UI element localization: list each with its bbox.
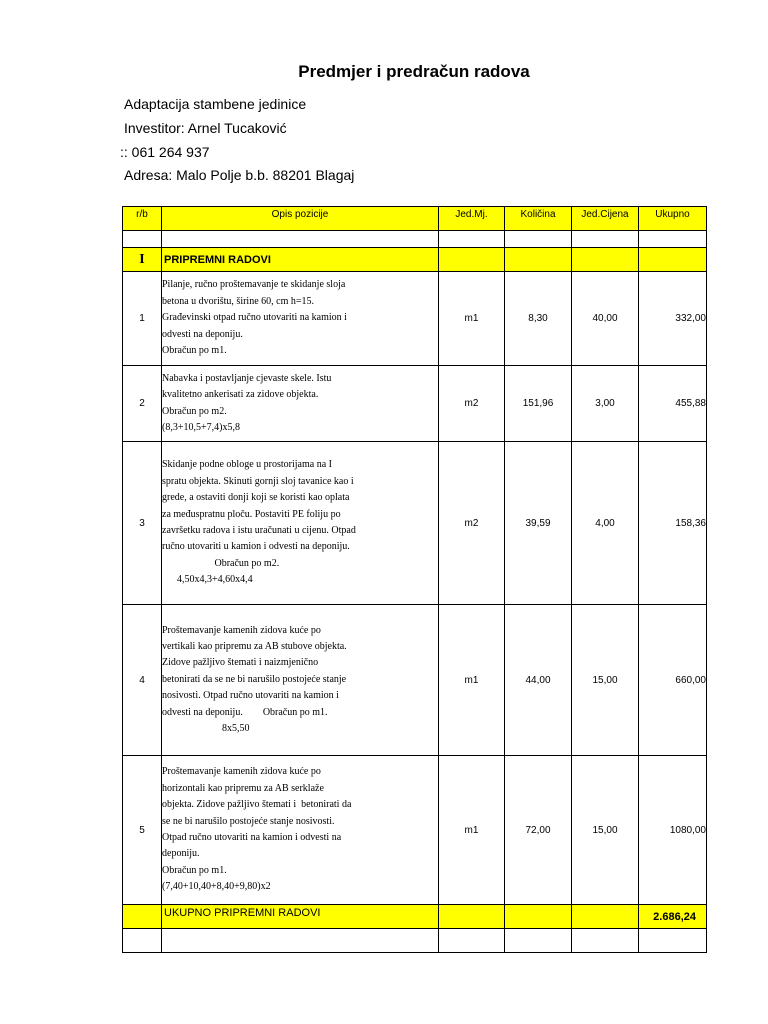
table-row <box>123 272 707 366</box>
header-rb: r/b <box>123 207 162 231</box>
table-row <box>123 442 707 605</box>
investor-line: Investitor: Arnel Tucaković <box>124 120 287 136</box>
section-number: I <box>123 248 162 272</box>
row-unit-price: 3,00 <box>572 366 639 442</box>
row-unit-price: 15,00 <box>572 756 639 905</box>
header-opis: Opis pozicije <box>162 207 439 231</box>
row-quantity: 8,30 <box>505 272 572 366</box>
table-row <box>123 366 707 442</box>
row-description: Nabavka i postavljanje cjevaste skele. Istu kvalitetno ankerisati za zidove objekta. Obračun po m2. (8,3+10,5+7,4)x5,8 <box>162 366 439 442</box>
row-number: 2 <box>123 366 162 442</box>
row-description: Proštemavanje kamenih zidova kuće po horizontali kao pripremu za AB serklaže objekta. Zidove pažljivo štemati i betonirati da se ne bi narušilo postojeće stanje nosivosti. Otpad ručno utovariti na kamion i odvesti na deponiju. Obračun po m1. (7,40+10,40+8,40+9,80)x2 <box>162 756 439 905</box>
row-quantity: 151,96 <box>505 366 572 442</box>
table-header-row <box>123 207 707 231</box>
header-jm: Jed.Mj. <box>439 207 505 231</box>
project-name: Adaptacija stambene jedinice <box>124 96 307 112</box>
row-description: Proštemavanje kamenih zidova kuće po vertikali kao pripremu za AB stubove objekta. Zidove pažljivo štemati i naizmjenično betonirati da se ne bi narušilo postojeće stanje nosivosti. Otpad ručno utovariti na kamion i odvesti na deponiju. Obračun po m1. 8x5,50 <box>162 605 439 756</box>
header-kolicina: Količina <box>505 207 572 231</box>
row-unit: m1 <box>439 756 505 905</box>
bill-of-quantities-table <box>122 206 707 953</box>
row-unit-price: 40,00 <box>572 272 639 366</box>
total-label: UKUPNO PRIPREMNI RADOVI <box>162 905 439 929</box>
row-unit: m2 <box>439 442 505 605</box>
row-description: Skidanje podne obloge u prostorijama na I spratu objekta. Skinuti gornji sloj tavanice kao i grede, a ostaviti donji koji se koristi kao oplata za međuspratnu ploču. Postaviti PE foliju po završetku radova i istu uračunati u cijenu. Otpad ručno utovariti u kamion i odvesti na deponiju. Obračun po m2. 4,50x4,3+4,60x4,4 <box>162 442 439 605</box>
blank-row <box>123 929 707 953</box>
row-number: 3 <box>123 442 162 605</box>
row-number: 4 <box>123 605 162 756</box>
row-description: Pilanje, ručno proštemavanje te skidanje sloja betona u dvorištu, širine 60, cm h=15. Građevinski otpad ručno utovariti na kamion i odvesti na deponiju. Obračun po m1. <box>162 272 439 366</box>
total-row <box>123 905 707 929</box>
row-number: 5 <box>123 756 162 905</box>
section-row <box>123 248 707 272</box>
row-total: 1080,00 <box>639 756 707 905</box>
total-value: 2.686,24 <box>639 905 707 929</box>
row-unit: m2 <box>439 366 505 442</box>
row-total: 455,88 <box>639 366 707 442</box>
row-quantity: 39,59 <box>505 442 572 605</box>
phone-line: :: 061 264 937 <box>120 144 210 160</box>
row-unit: m1 <box>439 272 505 366</box>
table-row <box>123 756 707 905</box>
table-row <box>123 605 707 756</box>
row-quantity: 72,00 <box>505 756 572 905</box>
row-unit-price: 4,00 <box>572 442 639 605</box>
row-total: 660,00 <box>639 605 707 756</box>
document-title: Predmjer i predračun radova <box>298 62 530 81</box>
row-total: 332,00 <box>639 272 707 366</box>
blank-row <box>123 231 707 248</box>
row-total: 158,36 <box>639 442 707 605</box>
header-ukupno: Ukupno <box>639 207 707 231</box>
row-quantity: 44,00 <box>505 605 572 756</box>
header-cijena: Jed.Cijena <box>572 207 639 231</box>
row-unit: m1 <box>439 605 505 756</box>
row-unit-price: 15,00 <box>572 605 639 756</box>
section-label: PRIPREMNI RADOVI <box>162 248 439 272</box>
row-number: 1 <box>123 272 162 366</box>
address-line: Adresa: Malo Polje b.b. 88201 Blagaj <box>124 167 355 183</box>
